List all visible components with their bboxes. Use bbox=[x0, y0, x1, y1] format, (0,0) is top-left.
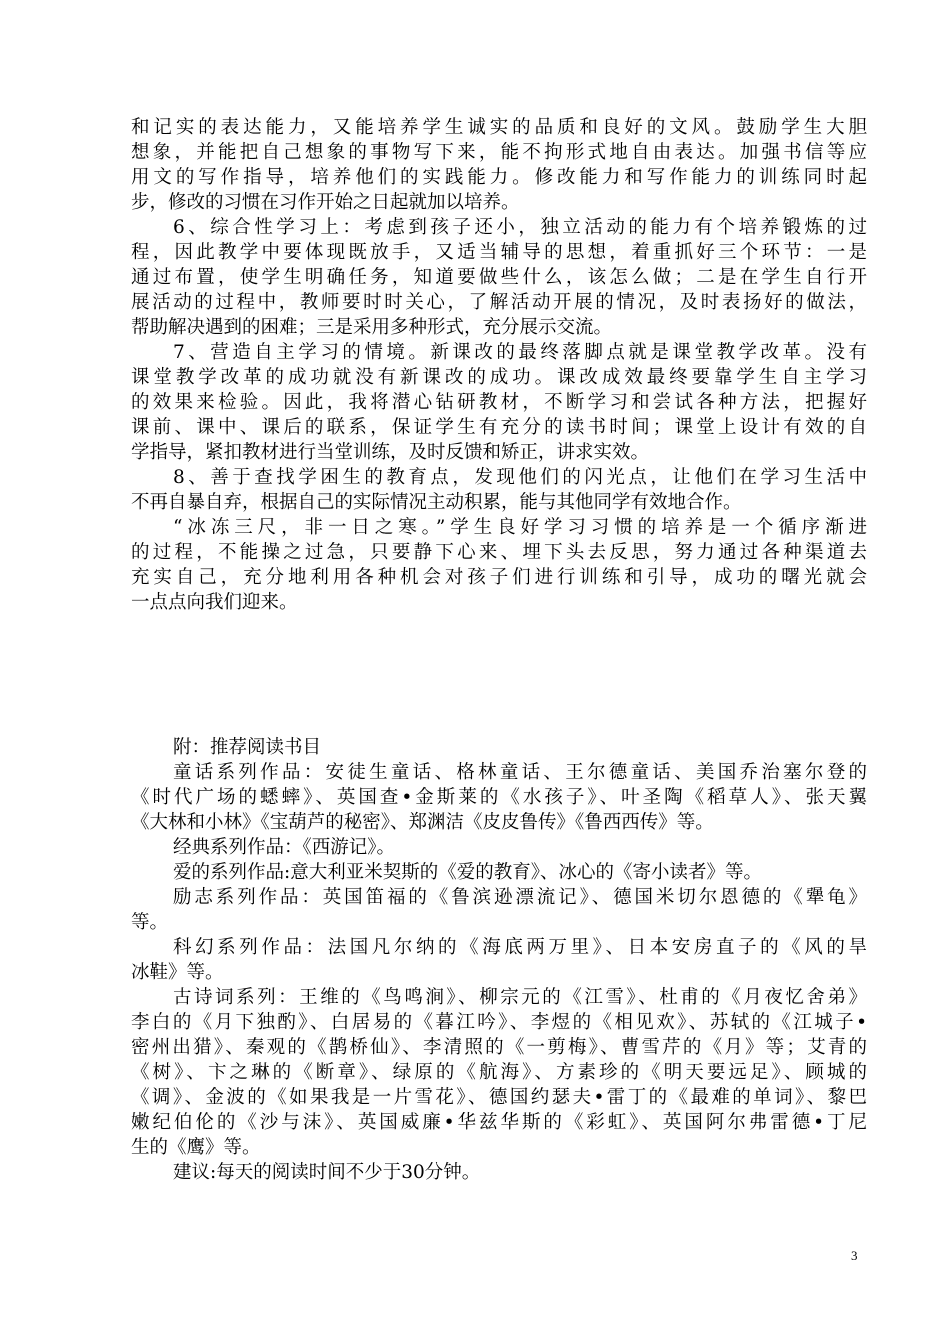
text-line: 想象，并能把自己想象的事物写下来，能不拘形式地自由表达。加强书信等应 bbox=[131, 142, 867, 163]
text-line: 《树》、卞之琳的《断章》、绿原的《航海》、方素珍的《明天要远足》、顾城的 bbox=[131, 1062, 867, 1083]
text-line: 古诗词系列：王维的《鸟鸣涧》、柳宗元的《江雪》、杜甫的《月夜忆舍弟》 bbox=[173, 987, 867, 1008]
text-line: 用文的写作指导，培养他们的实践能力。修改能力和写作能力的训练同时起 bbox=[131, 167, 867, 188]
text-line: 冰鞋》等。 bbox=[131, 962, 224, 983]
text-line: 和记实的表达能力，又能培养学生诚实的品质和良好的文风。鼓励学生大胆 bbox=[131, 117, 867, 138]
text-line: 生的《鹰》等。 bbox=[131, 1137, 261, 1158]
text-line: “冰冻三尺，非一日之寒。”学生良好学习习惯的培养是一个循序渐进 bbox=[173, 517, 867, 538]
text-line: 等。 bbox=[131, 912, 169, 933]
text-line: 展活动的过程中，教师要时时关心，了解活动开展的情况，及时表扬好的做法， bbox=[131, 292, 867, 313]
page-number: 3 bbox=[851, 1248, 858, 1263]
text-line: 科幻系列作品：法国凡尔纳的《海底两万里》、日本安房直子的《风的旱 bbox=[173, 937, 867, 958]
text-line: 不再自暴自弃，根据自己的实际情况主动积累，能与其他同学有效地合作。 bbox=[131, 492, 742, 513]
text-line: 爱的系列作品:意大利亚米契斯的《爱的教育》、冰心的《寄小读者》等。 bbox=[173, 862, 762, 883]
text-line: 励志系列作品：英国笛福的《鲁滨逊漂流记》、德国米切尔恩德的《犟龟》 bbox=[173, 887, 867, 908]
text-line: 课堂教学改革的成功就没有新课改的成功。课改成效最终要靠学生自主学习 bbox=[131, 367, 867, 388]
body-text-top bbox=[131, 115, 867, 615]
text-line: 李白的《月下独酌》、白居易的《暮江吟》、李煜的《相见欢》、苏轼的《江城子• bbox=[131, 1012, 867, 1033]
text-line: 课前、课中、课后的联系，保证学生有充分的读书时间；课堂上设计有效的自 bbox=[131, 417, 867, 438]
reading-list-heading: 附：推荐阅读书目 bbox=[173, 737, 322, 758]
text-line: 《大林和小林》《宝葫芦的秘密》、郑渊洁《皮皮鲁传》《鲁西西传》等。 bbox=[131, 812, 714, 833]
text-line: 6、综合性学习上：考虑到孩子还小，独立活动的能力有个培养锻炼的过 bbox=[173, 217, 867, 238]
text-line: 程，因此教学中要体现既放手，又适当辅导的思想，着重抓好三个环节：一是 bbox=[131, 242, 867, 263]
text-line: 《调》、金波的《如果我是一片雪花》、德国约瑟夫•雷丁的《最难的单词》、黎巴 bbox=[131, 1087, 867, 1108]
text-line: 步，修改的习惯在习作开始之日起就加以培养。 bbox=[131, 192, 520, 213]
text-line: 通过布置，使学生明确任务，知道要做些什么，该怎么做；二是在学生自行开 bbox=[131, 267, 867, 288]
reading-suggestion: 建议:每天的阅读时间不少于30分钟。 bbox=[173, 1162, 481, 1183]
text-line: 《时代广场的蟋蟀》、英国查•金斯莱的《水孩子》、叶圣陶《稻草人》、张天翼 bbox=[131, 787, 867, 808]
text-line: 帮助解决遇到的困难；三是采用多种形式，充分展示交流。 bbox=[131, 317, 613, 338]
text-line: 的效果来检验。因此，我将潜心钻研教材，不断学习和尝试各种方法，把握好 bbox=[131, 392, 867, 413]
text-line: 密州出猎》、秦观的《鹊桥仙》、李清照的《一剪梅》、曹雪芹的《月》等；艾青的 bbox=[131, 1037, 867, 1058]
reading-list bbox=[131, 735, 867, 1185]
text-line: 的过程，不能操之过急，只要静下心来、埋下头去反思，努力通过各种渠道去 bbox=[131, 542, 867, 563]
text-line: 童话系列作品：安徒生童话、格林童话、王尔德童话、美国乔治塞尔登的 bbox=[173, 762, 867, 783]
text-line: 一点点向我们迎来。 bbox=[131, 592, 298, 613]
text-line: 8、善于查找学困生的教育点，发现他们的闪光点，让他们在学习生活中 bbox=[173, 467, 867, 488]
text-line: 嫩纪伯伦的《沙与沫》、英国威廉•华兹华斯的《彩虹》、英国阿尔弗雷德•丁尼 bbox=[131, 1112, 867, 1133]
text-line: 7、营造自主学习的情境。新课改的最终落脚点就是课堂教学改革。没有 bbox=[173, 342, 867, 363]
text-line: 学指导，紧扣教材进行当堂训练，及时反馈和矫正，讲求实效。 bbox=[131, 442, 650, 463]
text-line: 充实自己，充分地利用各种机会对孩子们进行训练和引导，成功的曙光就会 bbox=[131, 567, 867, 588]
text-line: 经典系列作品：《西游记》。 bbox=[173, 837, 396, 858]
